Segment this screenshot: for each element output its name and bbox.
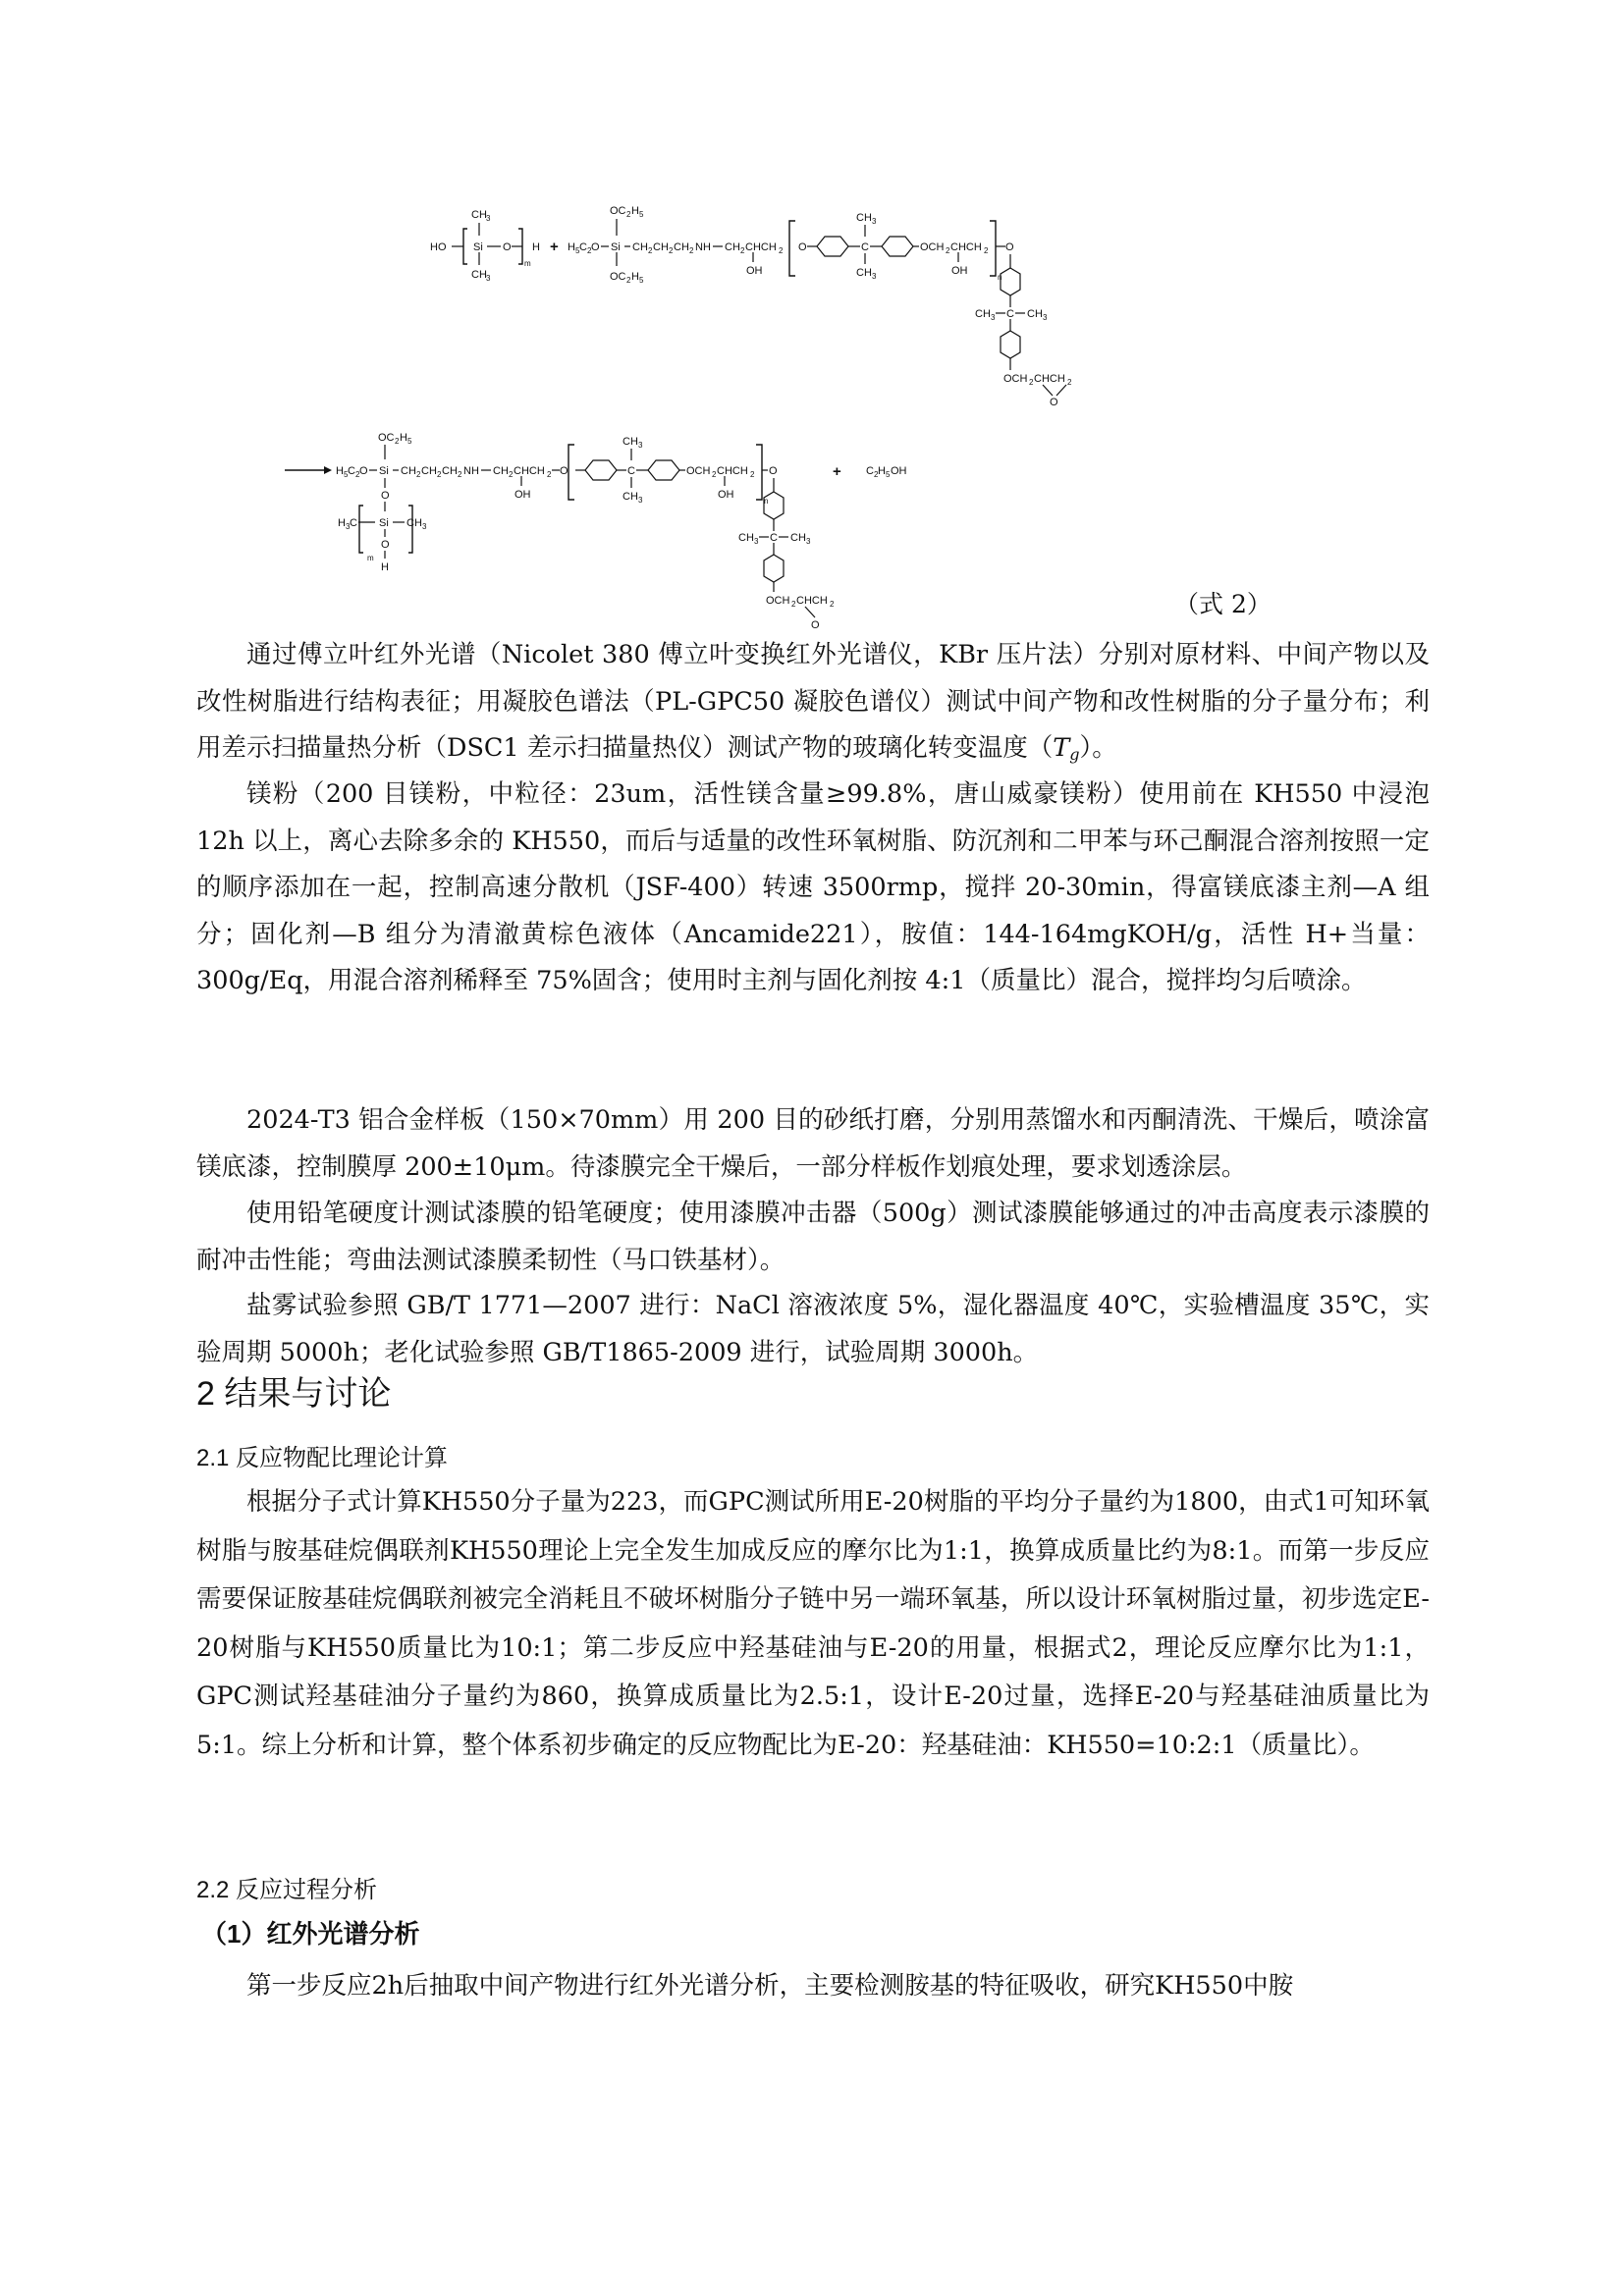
svg-text:CH: CH: [493, 465, 509, 477]
svg-text:C: C: [861, 241, 869, 253]
svg-text:2: 2: [669, 246, 674, 255]
svg-text:5: 5: [344, 470, 349, 479]
svg-text:OH: OH: [514, 489, 531, 501]
svg-text:2: 2: [1067, 378, 1072, 387]
svg-text:OCH: OCH: [766, 595, 790, 607]
svg-text:C: C: [627, 465, 635, 477]
equation-label: （式 2）: [1174, 590, 1272, 618]
svg-text:CH: CH: [406, 517, 422, 529]
svg-text:Si: Si: [379, 465, 389, 477]
svg-text:OH: OH: [891, 465, 907, 477]
svg-text:3: 3: [486, 214, 491, 223]
svg-text:C: C: [350, 517, 357, 529]
svg-text:C: C: [866, 465, 874, 477]
svg-text:H: H: [338, 517, 346, 529]
svg-text:2: 2: [1029, 378, 1034, 387]
svg-text:NH: NH: [463, 465, 479, 477]
svg-text:OC: OC: [610, 205, 626, 217]
svg-text:3: 3: [872, 217, 877, 226]
svg-text:CH: CH: [790, 532, 806, 544]
svg-text:+: +: [550, 239, 559, 255]
svg-text:CHCH: CHCH: [796, 595, 828, 607]
svg-text:O: O: [811, 619, 820, 631]
paragraph-sample-preparation: 2024-T3 铝合金样板（150×70mm）用 200 目的砂纸打磨，分别用蒸馏水和丙酮清洗、干燥后，喷涂富镁底漆，控制膜厚 200±10μm。待漆膜完全干燥后，一部分样板作划痕处理，要求划透涂层。: [196, 1105, 1430, 1182]
svg-text:H: H: [631, 271, 639, 283]
svg-text:3: 3: [754, 537, 759, 546]
reaction-scheme-svg: [336, 182, 1296, 633]
svg-text:H: H: [878, 465, 886, 477]
svg-text:CH: CH: [725, 241, 740, 253]
svg-text:3: 3: [638, 441, 643, 450]
section-heading-results: 2 结果与讨论: [196, 1375, 392, 1413]
svg-text:3: 3: [991, 313, 996, 322]
chem-ho: HO: [430, 241, 447, 253]
paragraph-ir-analysis: 第一步反应2h后抽取中间产物进行红外光谱分析，主要检测胺基的特征吸收，研究KH550中胺: [246, 1971, 1294, 2001]
svg-text:C: C: [348, 465, 355, 477]
svg-text:CHCH: CHCH: [1034, 373, 1065, 385]
tg-subscript: g: [1069, 745, 1080, 764]
svg-text:3: 3: [638, 496, 643, 505]
svg-text:CH: CH: [856, 267, 872, 279]
svg-text:3: 3: [346, 522, 351, 531]
svg-text:2: 2: [830, 600, 835, 609]
svg-text:n: n: [998, 273, 1002, 282]
svg-text:H: H: [381, 561, 389, 573]
svg-text:OCH: OCH: [686, 465, 711, 477]
svg-text:2: 2: [648, 246, 653, 255]
svg-text:3: 3: [486, 274, 491, 283]
paragraph-text-end: ）。: [1079, 733, 1117, 763]
svg-text:m: m: [367, 554, 374, 562]
tg-symbol: T: [1053, 733, 1070, 763]
subsection-heading-ratio: 2.1 反应物配比理论计算: [196, 1445, 449, 1471]
svg-text:2: 2: [946, 246, 950, 255]
svg-text:2: 2: [626, 210, 631, 219]
svg-text:2: 2: [416, 470, 421, 479]
svg-text:5: 5: [639, 276, 644, 285]
svg-text:CH: CH: [738, 532, 754, 544]
svg-text:2: 2: [712, 470, 717, 479]
svg-text:CH: CH: [653, 241, 669, 253]
svg-text:5: 5: [575, 246, 580, 255]
svg-text:C: C: [1006, 308, 1014, 320]
svg-text:O: O: [381, 490, 390, 502]
svg-text:CHCH: CHCH: [717, 465, 748, 477]
svg-text:O: O: [1050, 397, 1058, 408]
svg-text:OCH: OCH: [920, 241, 945, 253]
svg-text:CHCH: CHCH: [514, 465, 545, 477]
svg-text:2: 2: [587, 246, 592, 255]
svg-text:2: 2: [874, 470, 879, 479]
svg-text:CH: CH: [623, 436, 638, 448]
svg-text:2: 2: [791, 600, 796, 609]
svg-text:CHCH: CHCH: [745, 241, 777, 253]
svg-text:C: C: [770, 532, 778, 544]
svg-text:2: 2: [395, 437, 400, 446]
svg-text:2: 2: [626, 276, 631, 285]
svg-text:+: +: [833, 463, 841, 480]
svg-text:5: 5: [886, 470, 891, 479]
svg-text:2: 2: [689, 246, 694, 255]
svg-text:CH: CH: [632, 241, 648, 253]
paragraph-mechanical-tests: 使用铅笔硬度计测试漆膜的铅笔硬度；使用漆膜冲击器（500g）测试漆膜能够通过的冲击高度表示漆膜的耐冲击性能；弯曲法测试漆膜柔韧性（马口铁基材）。: [196, 1199, 1430, 1275]
svg-text:H: H: [568, 241, 575, 253]
svg-text:NH: NH: [695, 241, 711, 253]
svg-text:H: H: [631, 205, 639, 217]
subsection-heading-process: 2.2 反应过程分析: [196, 1877, 378, 1903]
svg-text:OH: OH: [746, 265, 763, 277]
svg-text:3: 3: [1043, 313, 1048, 322]
svg-text:2: 2: [355, 470, 360, 479]
svg-text:O: O: [769, 465, 778, 477]
svg-text:2: 2: [779, 246, 784, 255]
svg-text:CH: CH: [623, 491, 638, 503]
svg-text:2: 2: [458, 470, 462, 479]
svg-text:CH: CH: [1027, 308, 1043, 320]
svg-text:OC: OC: [378, 432, 395, 444]
svg-text:n: n: [764, 497, 769, 506]
svg-text:OC: OC: [610, 271, 626, 283]
svg-text:OH: OH: [718, 489, 734, 501]
paragraph-text: 通过傅立叶红外光谱（Nicolet 380 傅立叶变换红外光谱仪，KBr 压片法）分别对原材料、中间产物以及改性树脂进行结构表征；用凝胶色谱法（PL-GPC50 凝胶色谱仪）测试中间产物和改性树脂的分子量分布；利用差示扫描量热分析（DSC1 差示扫描量热仪）测试产物的玻璃化转变温度（: [196, 640, 1430, 763]
svg-text:O: O: [560, 465, 568, 477]
svg-text:Si: Si: [379, 517, 389, 529]
paragraph-primer-preparation: 镁粉（200 目镁粉，中粒径：23um，活性镁含量≥99.8%，唐山威豪镁粉）使用前在 KH550 中浸泡 12h 以上，离心去除多余的 KH550，而后与适量的改性环氧树脂、防沉剂和二甲苯与环己酮混合溶剂按照一定的顺序添加在一起，控制高速分散机（JSF-400）转速 3500rmp，搅拌 20-30min，得富镁底漆主剂—A 组分；固化剂—B 组分为清澈黄棕色液体（Ancamide221），胺值：144-164mgKOH/g，活性 H+当量：300g/Eq，用混合溶剂稀释至 75%固含；使用时主剂与固化剂按 4:1（质量比）混合，搅拌均匀后喷涂。: [196, 779, 1430, 995]
reaction-scheme: [336, 182, 1296, 633]
svg-text:5: 5: [407, 437, 412, 446]
svg-text:2: 2: [984, 246, 989, 255]
heading-ir-analysis: （1）红外光谱分析: [201, 1919, 420, 1949]
svg-text:CH: CH: [471, 269, 487, 281]
paragraph-characterization: [196, 632, 1430, 778]
svg-text:m: m: [524, 259, 531, 268]
svg-text:5: 5: [639, 210, 644, 219]
svg-text:2: 2: [437, 470, 442, 479]
svg-text:Si: Si: [611, 241, 621, 253]
svg-text:H: H: [532, 241, 540, 253]
svg-text:2: 2: [750, 470, 755, 479]
svg-text:3: 3: [806, 537, 811, 546]
svg-text:H: H: [400, 432, 407, 444]
svg-text:C: C: [579, 241, 587, 253]
paragraph-salt-spray-test: 盐雾试验参照 GB/T 1771—2007 进行：NaCl 溶液浓度 5%，湿化器温度 40℃，实验槽温度 35℃，实验周期 5000h；老化试验参照 GB/T1865-2009 进行，试验周期 3000h。: [196, 1291, 1430, 1367]
svg-text:O: O: [503, 241, 512, 253]
svg-text:2: 2: [509, 470, 514, 479]
svg-text:O: O: [798, 241, 807, 253]
svg-text:OH: OH: [951, 265, 968, 277]
svg-text:OCH: OCH: [1003, 373, 1028, 385]
chem-si-1: Si: [473, 241, 483, 253]
svg-text:O: O: [591, 241, 600, 253]
svg-text:3: 3: [872, 272, 877, 281]
svg-text:CH: CH: [442, 465, 458, 477]
svg-text:CH: CH: [975, 308, 991, 320]
svg-text:O: O: [1005, 241, 1014, 253]
svg-text:CH: CH: [401, 465, 416, 477]
paragraph-ratio-calculation: 根据分子式计算KH550分子量为223，而GPC测试所用E-20树脂的平均分子量约为1800，由式1可知环氧树脂与胺基硅烷偶联剂KH550理论上完全发生加成反应的摩尔比为1:1，换算成质量比约为8:1。而第一步反应需要保证胺基硅烷偶联剂被完全消耗且不破坏树脂分子链中另一端环氧基，所以设计环氧树脂过量，初步选定E-20树脂与KH550质量比为10:1；第二步反应中羟基硅油与E-20的用量，根据式2，理论反应摩尔比为1:1，GPC测试羟基硅油分子量约为860，换算成质量比为2.5:1，设计E-20过量，选择E-20与羟基硅油质量比为5:1。综上分析和计算，整个体系初步确定的反应物配比为E-20：羟基硅油：KH550=10:2:1（质量比）。: [196, 1487, 1430, 1760]
svg-text:3: 3: [422, 522, 427, 531]
svg-text:H: H: [336, 465, 344, 477]
svg-text:O: O: [359, 465, 368, 477]
svg-text:CH: CH: [421, 465, 437, 477]
svg-text:CH: CH: [856, 212, 872, 224]
svg-text:2: 2: [740, 246, 745, 255]
svg-text:CH: CH: [674, 241, 689, 253]
svg-text:2: 2: [547, 470, 552, 479]
svg-text:O: O: [381, 539, 390, 551]
svg-text:CHCH: CHCH: [950, 241, 982, 253]
svg-text:CH: CH: [471, 209, 487, 221]
